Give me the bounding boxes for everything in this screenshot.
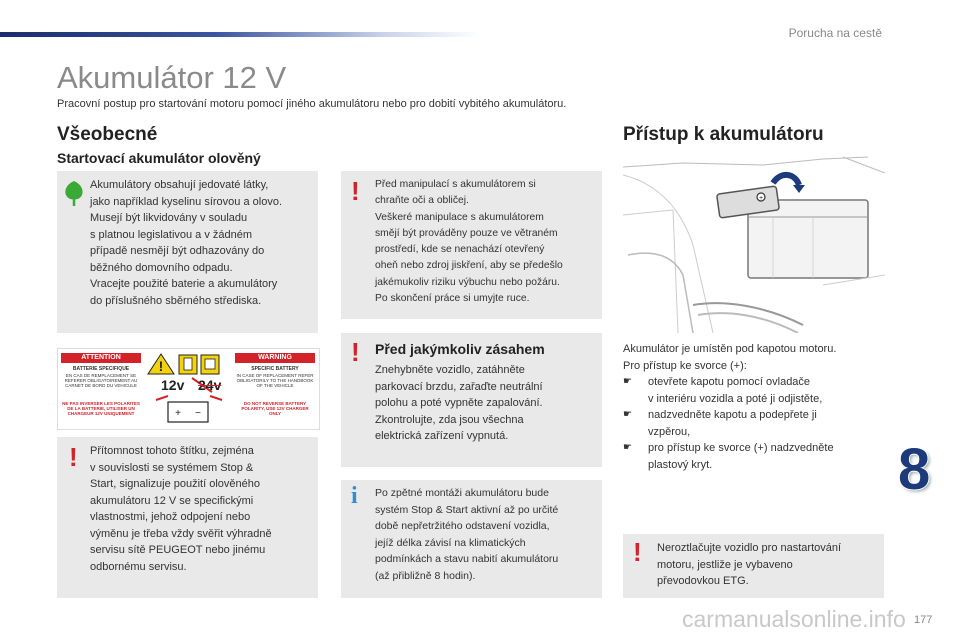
svg-text:+: + — [758, 195, 764, 202]
warning-icon: ! — [351, 337, 360, 367]
access-step-text: pro přístup ke svorce (+) nadzvedněte plastový kryt. — [648, 442, 834, 471]
header-bar — [0, 32, 480, 37]
warning-icon: ! — [633, 537, 642, 567]
svg-text:!: ! — [158, 358, 164, 374]
stop-start-info-text: Po zpětné montáži akumulátoru bude systém Stop & Start aktivní až po určité době nepřetržitého odstavení vozidla, jejíž délka závisí na klimatických podmínkách a stavu nabití akumulátoru (až přibližně 8 hodin). — [375, 487, 559, 582]
label-warning-text: Přítomnost tohoto štítku, zejména v souvislosti se systémem Stop & Start, signalizuje použití olověného akumulátoru 12 V se specifickými vlastnostmi, jehož odpojení nebo výměnu je třeba vždy svěřit výhradně servisu sítě PEUGEOT nebo jinému odbornému servisu. — [90, 445, 272, 573]
label-en-red: DO NOT REVERSE BATTERY POLARITY, USE 12V CHARGER ONLY — [241, 401, 309, 416]
starter-battery-heading: Startovací akumulátor olověný — [57, 150, 261, 166]
safety-warning-box — [341, 171, 602, 319]
section-label: Porucha na cestě — [788, 26, 882, 40]
access-intro-terminal: Pro přístup ke svorce (+): — [623, 359, 747, 372]
bullet-icon: ☛ — [623, 409, 632, 420]
leaf-icon — [61, 179, 87, 212]
engine-bay-illustration — [623, 155, 885, 333]
svg-text:−: − — [195, 408, 201, 419]
watermark: carmanualsonline.info — [682, 606, 906, 632]
label-fr-title: BATTERIE SPECIFIQUE — [72, 366, 130, 372]
stop-start-info-box — [341, 480, 602, 598]
before-work-box — [341, 333, 602, 467]
label-12v: 12v — [161, 377, 185, 393]
label-warning-box — [57, 437, 318, 598]
page-subtitle: Pracovní postup pro startování motoru pomocí jiného akumulátoru nebo pro dobití vybitého akumulátoru. — [57, 98, 567, 110]
svg-text:+: + — [175, 408, 181, 419]
access-heading: Přístup k akumulátoru — [623, 124, 824, 145]
warning-icon: ! — [69, 442, 78, 472]
eco-text: Akumulátory obsahují jedovaté látky, jako například kyselinu sírovou a olovo. Musejí být likvidovány v souladu s platnou legislativou a v žádném případě nesmějí být odhazovány do běžného domovního odpadu. Vracejte použité baterie a akumulátory do příslušného sběrného střediska. — [90, 179, 282, 307]
access-step-text: otevřete kapotu pomocí ovladače v interiéru vozidla a poté ji odjistěte, — [648, 376, 823, 405]
bullet-icon: ☛ — [623, 442, 632, 453]
before-work-heading: Před jakýmkoliv zásahem — [375, 341, 545, 357]
chapter-number: 8 — [898, 437, 931, 502]
label-fr-red: NE PAS INVERSER LES POLARITES DE LA BATTERIE, UTILISER UN CHARGEUR 12V UNIQUEMENT — [62, 401, 140, 416]
label-en-title: SPECIFIC BATTERY — [251, 366, 299, 372]
label-attention: ATTENTION — [61, 353, 141, 363]
page-number: 177 — [914, 614, 933, 626]
label-warning: WARNING — [235, 353, 315, 363]
access-intro-location: Akumulátor je umístěn pod kapotou motoru. — [623, 343, 837, 355]
label-en-text: IN CASE OF REPLACEMENT REFER OBLIGATORILY TO THE HANDBOOK OF THE VEHICLE — [236, 373, 314, 388]
warning-icon: ! — [351, 176, 360, 206]
before-work-text: Znehybněte vozidlo, zatáhněte parkovací brzdu, zařaďte neutrální polohu a poté vypněte zapalování. Zkontrolujte, zda jsou všechna elektrická zařízení vypnutá. — [375, 364, 543, 442]
label-24v: 24v — [198, 377, 222, 393]
battery-label-image — [57, 348, 320, 430]
etg-warning-box — [623, 534, 884, 598]
safety-warning-text: Před manipulací s akumulátorem si chraňte oči a obličej. Veškeré manipulace s akumulátorem smějí být prováděny pouze ve větraném prostředí, kde se nenachází otevřený oheň nebo zdroj jiskření, aby se předešlo jakémukoliv riziku výbuchu nebo požáru. Po skončení práce si umyjte ruce. — [375, 179, 563, 305]
page-title: Akumulátor 12 V — [57, 60, 287, 95]
eco-box — [57, 171, 318, 333]
access-step — [623, 440, 883, 473]
access-instructions — [623, 341, 883, 473]
etg-warning-text: Neroztlačujte vozidlo pro nastartování motoru, jestliže je vybaveno převodovkou ETG. — [657, 542, 842, 587]
bullet-icon: ☛ — [623, 376, 632, 387]
access-step-text: nadzvedněte kapotu a podepřete ji vzpěrou, — [648, 409, 817, 438]
label-fr-text: EN CAS DE REMPLACEMENT SE REFERER OBLIGATOIREMENT AU CARNET DE BORD DU VEHICULE — [64, 373, 138, 388]
access-step — [623, 374, 883, 407]
access-step — [623, 407, 883, 440]
general-heading: Všeobecné — [57, 124, 158, 145]
info-icon: i — [351, 483, 358, 509]
